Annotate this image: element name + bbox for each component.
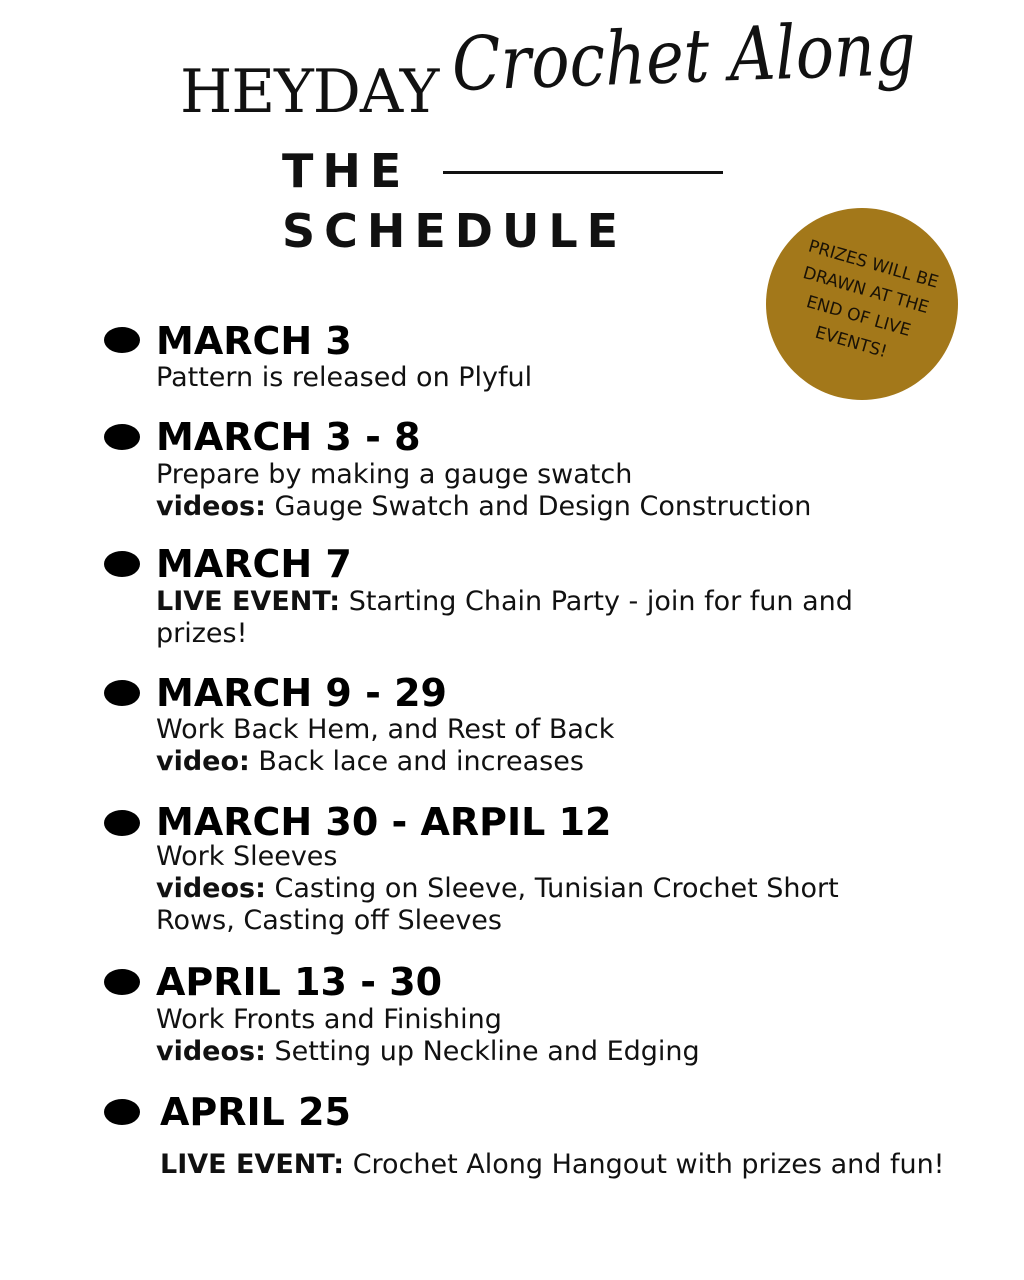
bullet-dot	[104, 1099, 140, 1125]
schedule-date: MARCH 3 - 8	[156, 415, 421, 459]
line-label: LIVE EVENT:	[160, 1149, 345, 1180]
schedule-date: MARCH 7	[156, 542, 352, 586]
title-underline	[443, 171, 723, 174]
schedule-date: APRIL 13 - 30	[156, 960, 443, 1004]
brand-logo: HEYDAY	[180, 57, 439, 127]
line-label: videos:	[156, 873, 266, 904]
heading-schedule: SCHEDULE	[282, 204, 628, 258]
bullet-dot	[104, 810, 140, 836]
bullet-dot	[104, 551, 140, 577]
schedule-date: MARCH 30 - ARPIL 12	[156, 800, 612, 844]
line-text: Setting up Neckline and Edging	[265, 1036, 700, 1067]
line-text: Prepare by making a gauge swatch	[156, 459, 633, 490]
line-text: Pattern is released on Plyful	[156, 362, 533, 393]
script-title: Crochet Along	[450, 5, 918, 108]
schedule-description	[160, 1149, 980, 1181]
line-label: videos:	[156, 491, 266, 522]
line-text: Crochet Along Hangout with prizes and fun!	[344, 1149, 945, 1180]
line-text: Starting Chain Party - join for fun and prizes!	[156, 586, 853, 649]
schedule-date: MARCH 9 - 29	[156, 671, 447, 715]
bullet-dot	[104, 969, 140, 995]
line-label: videos:	[156, 1036, 266, 1067]
line-text: Work Sleeves	[156, 841, 338, 872]
schedule-description	[156, 459, 916, 523]
line-label: LIVE EVENT:	[156, 586, 341, 617]
line-text: Casting on Sleeve, Tunisian Crochet Short Rows, Casting off Sleeves	[156, 873, 839, 936]
bullet-dot	[104, 424, 140, 450]
line-text: Back lace and increases	[249, 746, 584, 777]
schedule-description	[156, 362, 876, 394]
schedule-description	[156, 714, 876, 778]
badge-text: PRIZES WILL BE DRAWN AT THE END OF LIVE EVENTS!	[800, 236, 941, 363]
schedule-description	[156, 841, 876, 937]
schedule-date: MARCH 3	[156, 319, 352, 363]
bullet-dot	[104, 327, 140, 353]
schedule-date: APRIL 25	[160, 1090, 351, 1134]
line-label: video:	[156, 746, 250, 777]
heading-the: THE	[282, 144, 411, 198]
schedule-description	[156, 1004, 876, 1068]
line-text: Work Fronts and Finishing	[156, 1004, 502, 1035]
line-text: Gauge Swatch and Design Construction	[265, 491, 812, 522]
schedule-description	[156, 586, 876, 650]
bullet-dot	[104, 680, 140, 706]
line-text: Work Back Hem, and Rest of Back	[156, 714, 615, 745]
